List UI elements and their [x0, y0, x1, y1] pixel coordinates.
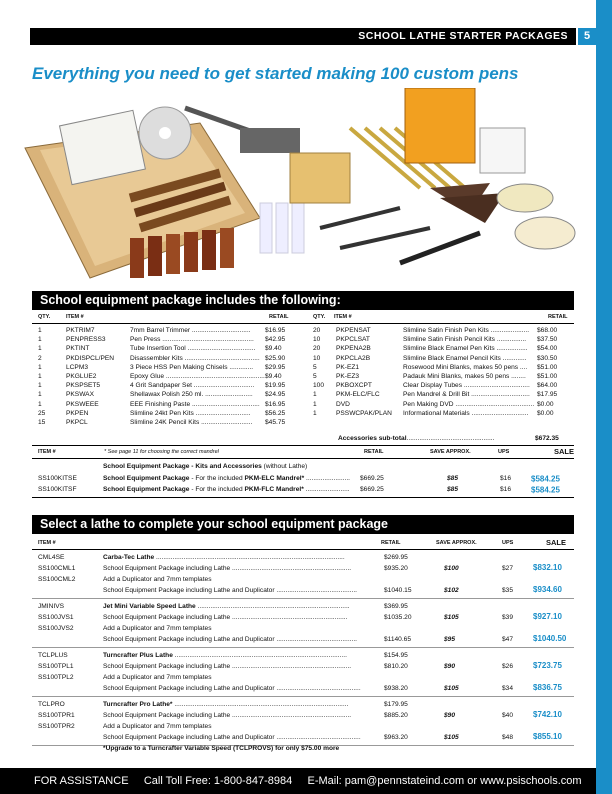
col-qty-left: QTY.: [38, 314, 51, 320]
lathe-desc-text: Jet Mini Variable Speed Lathe: [103, 603, 196, 610]
lathe-col-save: SAVE APPROX.: [436, 540, 477, 546]
row-retail: $0.00: [537, 400, 554, 408]
lathe-dots: .................................................................: [230, 565, 352, 572]
row-qty: 1: [38, 345, 42, 353]
row-qty: 1: [38, 382, 42, 390]
row-qty: 1: [38, 400, 42, 408]
divider: [32, 497, 574, 498]
lathe-desc-text: School Equipment Package including Lathe and Duplicator: [103, 685, 275, 692]
divider: [32, 445, 574, 446]
package-item-number: SS100KITSE: [38, 475, 77, 482]
row-description: Padauk Mini Blanks, makes 50 pens ........: [403, 373, 526, 380]
lathe-description: [103, 613, 347, 622]
row-retail: $17.95: [537, 391, 558, 399]
footer-phone: Call Toll Free: 1-800-847-8984: [143, 775, 293, 787]
lathe-col-sale: SALE: [546, 538, 567, 547]
lathe-description: [103, 635, 357, 644]
lathe-retail: $885.20: [384, 712, 408, 719]
lathe-item-number: TCLPLUS: [38, 652, 68, 659]
lathe-save: $105: [444, 614, 459, 621]
row-qty: 1: [38, 373, 42, 380]
lathe-sale-price: $836.75: [533, 683, 562, 692]
lathe-sale-price: $855.10: [533, 732, 562, 741]
footer-bar: [0, 768, 596, 794]
lathe-retail: $1040.15: [384, 587, 412, 594]
row-retail: $56.25: [265, 409, 286, 417]
row-description: Slimline 24kt Pen Kits ..............................: [130, 409, 251, 417]
row-item-number: PENPRESS3: [66, 336, 106, 344]
lathe-dots: ............................................: [274, 587, 358, 594]
lathe-sale-price: $1040.50: [533, 634, 567, 643]
lathe-desc-text: Add a Duplicator and 7mm templates: [103, 625, 212, 632]
subtotal-label: Accessories sub-total................................................: [338, 435, 495, 442]
col-item-right: ITEM #: [334, 314, 352, 320]
row-retail: $29.95: [265, 363, 286, 371]
lathe-item-number: SS100CML1: [38, 565, 76, 572]
row-qty: 100: [313, 382, 325, 390]
lathe-description: [103, 700, 348, 709]
col-retail-left: RETAIL: [269, 314, 289, 320]
lathe-item-number: SS100TPR2: [38, 723, 75, 730]
lathe-dots: ..............................................: [274, 685, 361, 692]
lathe-desc-text: School Equipment Package including Lathe: [103, 614, 231, 621]
lathe-ups: $27: [502, 565, 514, 572]
row-retail: $25.90: [265, 354, 286, 362]
row-qty: 1: [313, 409, 317, 417]
lathe-dots: ...............................................................: [230, 614, 348, 621]
row-item-number: DVD: [336, 400, 350, 408]
lathe-col-ups: UPS: [502, 540, 514, 546]
lathe-dots: ..............................................: [274, 734, 361, 741]
pkg-col-retail: RETAIL: [364, 449, 384, 455]
lathe-sale-price: $927.10: [533, 612, 562, 621]
row-retail: $24.95: [265, 391, 286, 399]
lathe-description: [103, 684, 361, 693]
row-retail: $0.00: [537, 409, 554, 417]
lathe-item-number: CML4SE: [38, 554, 65, 561]
lathe-description: [103, 722, 212, 731]
row-description: Epoxy Glue ......................................................: [130, 373, 265, 380]
group-divider: [32, 598, 574, 599]
lathe-description: [103, 624, 212, 633]
lathe-description: [103, 564, 351, 573]
lathe-desc-text: Add a Duplicator and 7mm templates: [103, 576, 212, 583]
lathe-description: [103, 711, 351, 720]
row-retail: $30.50: [537, 354, 558, 362]
col-retail-right: RETAIL: [548, 314, 568, 320]
pkg-col-sale: SALE: [554, 447, 575, 456]
lathe-item-number: SS100JVS1: [38, 614, 74, 621]
page-headline: Everything you need to get started making 100 custom pens: [32, 64, 519, 83]
row-item-number: PKSWAX: [66, 391, 94, 399]
row-qty: 1: [313, 400, 317, 408]
sale-value: $584.25: [531, 474, 560, 484]
lathe-save: $102: [444, 587, 459, 594]
page-number: 5: [578, 28, 596, 45]
row-qty: 20: [313, 345, 321, 353]
row-description: 7mm Barrel Trimmer ................................: [130, 327, 251, 334]
package-ups: $16: [500, 486, 512, 493]
lathe-retail: $810.20: [384, 663, 408, 670]
upgrade-footnote: *Upgrade to a Turncrafter Variable Speed (TCLPROVS) for only $75.00 more: [103, 745, 340, 752]
lathe-desc-text: School Equipment Package including Lathe: [103, 712, 231, 719]
package-retail: $669.25: [360, 475, 384, 482]
lathe-item-number: SS100TPL2: [38, 674, 74, 681]
row-description: Slimline Black Enamel Pen Kits .................: [403, 345, 528, 353]
product-photo: [20, 88, 590, 286]
lathe-item-number: SS100JVS2: [38, 625, 74, 632]
row-qty: 5: [313, 373, 317, 380]
row-description: Slimline Satin Finish Pen Kits .....................: [403, 327, 530, 334]
row-description: Slimline 24K Pencil Kits ............................: [130, 419, 253, 426]
row-description: Slimline Satin Finish Pencil Kits ................: [403, 336, 527, 344]
row-retail: $16.95: [265, 327, 286, 334]
lathe-retail: $1140.65: [384, 636, 412, 643]
package-title: School Equipment Package - Kits and Accessories (without Lathe): [103, 463, 308, 470]
lathe-desc-text: Turncrafter Pro Lathe*: [103, 701, 173, 708]
finishing-paste-jar: [497, 184, 553, 212]
shellawax-jar: [515, 217, 575, 249]
row-retail: $42.95: [265, 336, 286, 344]
row-description: Rosewood Mini Blanks, makes 50 pens ....: [403, 363, 528, 371]
lathe-col-item: ITEM #: [38, 540, 56, 546]
row-description: 4 Grit Sandpaper Set .................................: [130, 382, 255, 390]
lathe-retail: $369.95: [384, 603, 408, 610]
row-description: Shellawax Polish 250 ml. ..........................: [130, 391, 253, 399]
lathe-desc-text: School Equipment Package including Lathe: [103, 663, 231, 670]
lathe-retail: $938.20: [384, 685, 408, 692]
lathe-sale-price: $723.75: [533, 661, 562, 670]
row-retail: $51.00: [537, 363, 558, 371]
row-qty: 1: [38, 327, 42, 334]
package-for: - For the included: [189, 475, 245, 482]
lathe-description: [103, 586, 357, 595]
row-qty: 15: [38, 419, 46, 426]
lathe-item-number: TCLPRO: [38, 701, 65, 708]
package-name: School Equipment Package: [103, 486, 190, 493]
equipment-section-title: School equipment package includes the following:: [32, 291, 574, 310]
row-description: EEE Finishing Paste .....................................: [130, 400, 260, 408]
package-mandrel: PKM-ELC Mandrel*: [244, 475, 305, 482]
lathe-description: [103, 575, 212, 584]
lathe-desc-text: Carba-Tec Lathe: [103, 554, 155, 561]
lathe-desc-text: School Equipment Package including Lathe and Duplicator: [103, 587, 275, 594]
col-item-left: ITEM #: [66, 314, 84, 320]
row-item-number: PKPENA2B: [336, 345, 371, 353]
row-description: Pen Press ..................................................: [130, 336, 254, 344]
row-description: Informational Materials ...............................: [403, 409, 529, 417]
divider: [32, 323, 574, 324]
package-retail: $669.25: [360, 486, 384, 493]
lathe-dots: .................................................................: [230, 712, 352, 719]
pen-kit-tray: [290, 153, 350, 203]
lathe-desc-text: School Equipment Package including Lathe and Duplicator: [103, 734, 275, 741]
row-retail: $9.40: [265, 373, 282, 380]
footer-label: FOR ASSISTANCE: [34, 775, 129, 787]
row-retail: $37.50: [537, 336, 558, 344]
lathe-retail: $963.20: [384, 734, 408, 741]
row-item-number: PK-EZ1: [336, 363, 360, 371]
lathe-dots: .................................................................: [230, 663, 352, 670]
package-name: School Equipment Package: [103, 475, 190, 482]
lathe-description: [103, 651, 347, 660]
lathe-save: $100: [444, 565, 459, 572]
row-item-number: PKGLUE2: [66, 373, 97, 380]
lathe-save: $90: [444, 712, 456, 719]
row-item-number: PKSWEEE: [66, 400, 99, 408]
display-tubes: [260, 203, 304, 253]
row-description: Slimline Black Enamel Pencil Kits .............: [403, 354, 527, 362]
lathe-dots: .......................................................................................................: [154, 554, 345, 561]
lathe-section-title: Select a lathe to complete your school equipment package: [32, 515, 574, 534]
package-dots: ........................: [304, 475, 350, 482]
row-retail: $51.00: [537, 373, 558, 380]
row-retail: $9.40: [265, 345, 282, 353]
row-qty: 10: [313, 336, 321, 344]
row-qty: 25: [38, 409, 46, 417]
package-for: - For the included: [189, 486, 245, 493]
lathe-save: $105: [444, 685, 459, 692]
row-item-number: PKTINT: [66, 345, 90, 353]
lathe-description: [103, 662, 351, 671]
row-description: Disassembler Kits .........................................: [130, 354, 260, 362]
pkg-col-save: SAVE APPROX.: [430, 449, 471, 455]
lathe-dots: ............................................: [274, 636, 358, 643]
row-item-number: PKDISPCL/PEN: [66, 354, 115, 362]
lathe-description: [103, 733, 361, 742]
lathe-ups: $35: [502, 587, 514, 594]
lathe-retail: $935.20: [384, 565, 408, 572]
lathe-retail: $1035.20: [384, 614, 412, 621]
row-retail: $19.95: [265, 382, 286, 390]
divider: [32, 549, 574, 550]
lathe-ups: $47: [502, 636, 514, 643]
row-qty: 1: [38, 336, 42, 344]
lathe-desc-text: School Equipment Package including Lathe: [103, 565, 231, 572]
lathe-ups: $39: [502, 614, 514, 621]
row-description: Pen Making DVD ...........................................: [403, 400, 535, 408]
sale-value: $584.25: [531, 485, 560, 495]
col-qty-right: QTY.: [313, 314, 326, 320]
lathe-col-retail: RETAIL: [381, 540, 401, 546]
row-item-number: PKPCL: [66, 419, 88, 426]
row-item-number: PKSPSET5: [66, 382, 101, 390]
row-item-number: PKPCLA2B: [336, 354, 371, 362]
lathe-dots: ...................................................................................: [195, 603, 350, 610]
pkg-col-item: ITEM #: [38, 449, 56, 455]
lathe-ups: $48: [502, 734, 514, 741]
row-retail: $16.95: [265, 400, 286, 408]
pkg-col-ups: UPS: [498, 449, 510, 455]
package-sale-price: [531, 473, 560, 484]
lathe-ups: $34: [502, 685, 514, 692]
row-retail: $68.00: [537, 327, 558, 334]
lathe-description: [103, 602, 350, 611]
row-item-number: PKPENSAT: [336, 327, 371, 334]
row-item-number: PKM-ELC/FLC: [336, 391, 380, 399]
lathe-desc-text: Add a Duplicator and 7mm templates: [103, 674, 212, 681]
row-qty: 1: [313, 391, 317, 399]
package-mandrel: PKM-FLC Mandrel*: [244, 486, 304, 493]
sandpaper-box: [480, 128, 525, 173]
glue-package: [405, 88, 475, 163]
row-qty: 2: [38, 354, 42, 362]
lathe-sale-price: $742.10: [533, 710, 562, 719]
lathe-retail: $179.95: [384, 701, 408, 708]
package-dots: ........................: [303, 486, 350, 493]
package-description: [103, 474, 350, 483]
row-item-number: PKBOXCPT: [336, 382, 372, 390]
row-qty: 20: [313, 327, 321, 334]
lathe-ups: $26: [502, 663, 514, 670]
lathe-save: $90: [444, 663, 456, 670]
row-retail: $64.00: [537, 382, 558, 390]
row-description: Clear Display Tubes ....................................: [403, 382, 530, 390]
row-qty: 10: [313, 354, 321, 362]
row-description: Tube Insertion Tool .....................................: [130, 345, 256, 353]
row-qty: 1: [38, 363, 42, 371]
lathe-item-number: SS100CML2: [38, 576, 76, 583]
row-item-number: PKPEN: [66, 409, 89, 417]
lathe-retail: $154.95: [384, 652, 408, 659]
row-item-number: LCPM3: [66, 363, 88, 371]
row-item-number: PSSWCPAK/PLAN: [336, 409, 392, 417]
lathe-dots: ..............................................................................................: [172, 652, 347, 659]
row-qty: 5: [313, 363, 317, 371]
package-save: $85: [447, 475, 459, 482]
group-divider: [32, 696, 574, 697]
row-item-number: PK-EZ3: [336, 373, 360, 380]
lathe-ups: $40: [502, 712, 514, 719]
divider: [32, 458, 574, 459]
lathe-item-number: SS100TPR1: [38, 712, 75, 719]
group-divider: [32, 647, 574, 648]
row-retail: $45.75: [265, 419, 286, 426]
package-description: [103, 485, 350, 494]
lathe-sale-price: $832.10: [533, 563, 562, 572]
lathe-desc-text: Turncrafter Plus Lathe: [103, 652, 173, 659]
lathe-dots: ...............................................................................................: [172, 701, 349, 708]
lathe-desc-text: School Equipment Package including Lathe and Duplicator: [103, 636, 275, 643]
side-accent-bar: [596, 0, 612, 794]
row-item-number: PKPCLSAT: [336, 336, 370, 344]
row-retail: $54.00: [537, 345, 558, 353]
lathe-description: [103, 673, 212, 682]
lathe-sale-price: $934.60: [533, 585, 562, 594]
pkg-note: * See page 11 for choosing the correct mandrel: [104, 449, 219, 455]
row-description: Pen Mandrel & Drill Bit ................................: [403, 391, 530, 399]
package-sale-price: [531, 484, 560, 495]
row-qty: 1: [38, 391, 42, 399]
package-item-number: SS100KITSF: [38, 486, 77, 493]
row-description: 3 Piece HSS Pen Making Chisels .............: [130, 363, 254, 371]
lathe-item-number: JMINIVS: [38, 603, 65, 610]
lathe-item-number: SS100TPL1: [38, 663, 74, 670]
package-save: $85: [447, 486, 459, 493]
lathe-save: $95: [444, 636, 456, 643]
footer-contact-link[interactable]: E-Mail: pam@pennstateind.com or www.psischools.com: [307, 775, 582, 787]
package-ups: $16: [500, 475, 512, 482]
row-item-number: PKTRIM7: [66, 327, 95, 334]
section-header: SCHOOL LATHE STARTER PACKAGES: [30, 28, 576, 45]
lathe-desc-text: Add a Duplicator and 7mm templates: [103, 723, 212, 730]
lathe-retail: $269.95: [384, 554, 408, 561]
lathe-save: $105: [444, 734, 459, 741]
lathe-description: [103, 553, 345, 562]
subtotal-value: $672.35: [535, 435, 559, 442]
